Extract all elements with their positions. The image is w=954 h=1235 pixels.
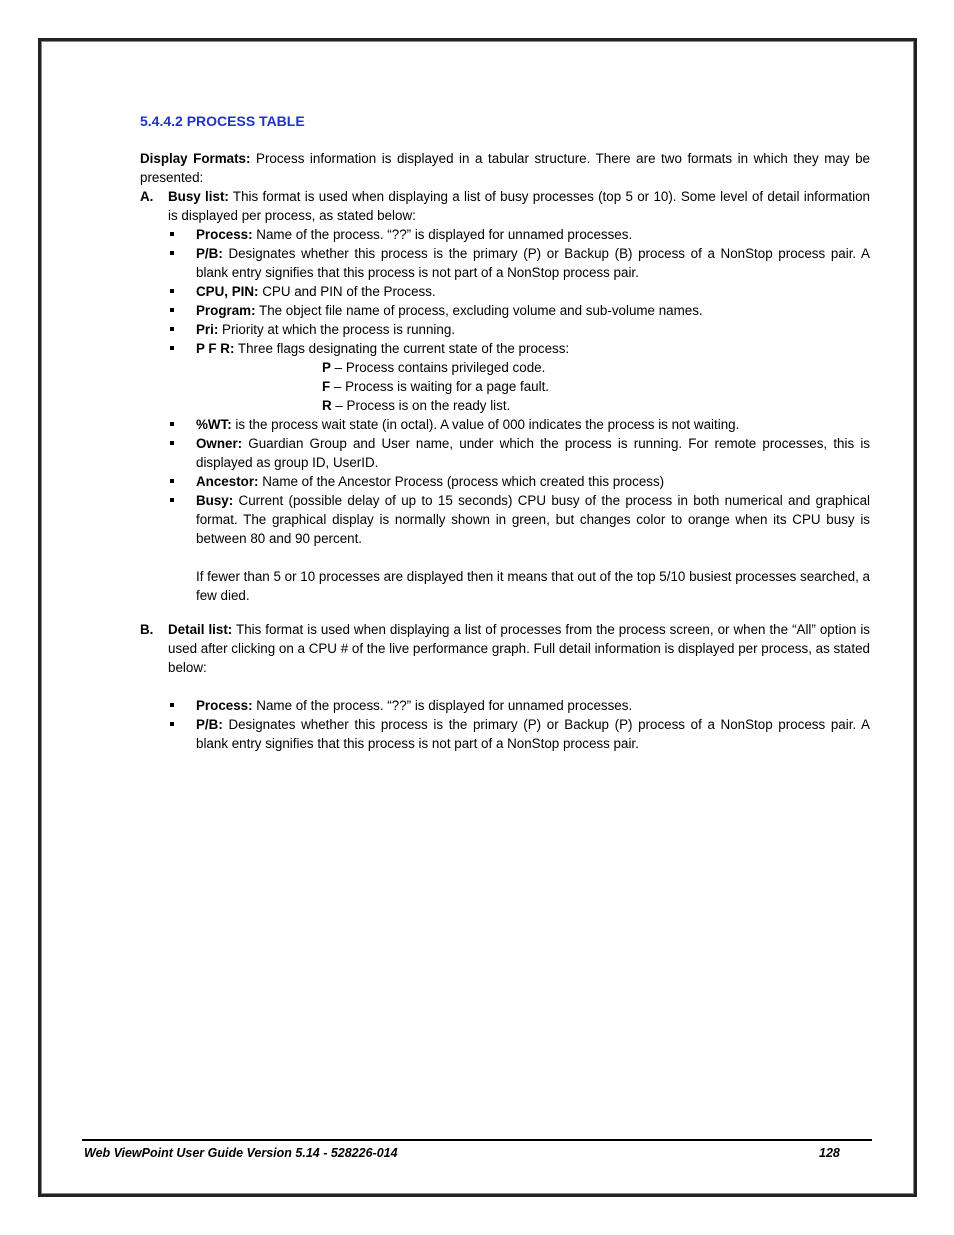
display-formats-paragraph xyxy=(140,149,870,187)
list-item xyxy=(140,301,870,320)
item-text: Name of the Ancestor Process (process which created this process) xyxy=(258,474,665,489)
item-label: CPU, PIN: xyxy=(196,284,259,299)
busy-list-note: If fewer than 5 or 10 processes are displayed then it means that out of the top 5/10 busiest processes searched, a few died. xyxy=(196,569,870,603)
bullet-icon xyxy=(170,327,174,331)
flag-row xyxy=(322,377,870,396)
list-item xyxy=(140,696,870,715)
busy-list-items-continued xyxy=(140,415,870,548)
busy-list-text: This format is used when displaying a list of busy processes (top 5 or 10). Some level of detail information is displayed per process, as stated below: xyxy=(168,189,870,223)
pfr-flags xyxy=(322,358,870,415)
bullet-icon xyxy=(170,479,174,483)
detail-list-items xyxy=(140,696,870,753)
busy-list-marker: A. xyxy=(140,189,154,204)
busy-list-label: Busy list: xyxy=(168,189,229,204)
bullet-icon xyxy=(170,441,174,445)
detail-list-marker: B. xyxy=(140,622,154,637)
flag-letter: F xyxy=(322,379,331,394)
page-footer xyxy=(82,1139,872,1160)
flag-row xyxy=(322,358,870,377)
list-item xyxy=(140,415,870,434)
footer-title: Web ViewPoint User Guide Version 5.14 - 528226-014 xyxy=(84,1146,398,1160)
display-formats-text: Process information is displayed in a tabular structure. There are two formats in which they may be presented: xyxy=(140,151,870,185)
page-number: 128 xyxy=(819,1146,840,1160)
item-label: P/B: xyxy=(196,246,223,261)
detail-list-intro xyxy=(168,620,870,677)
detail-list-section xyxy=(140,620,870,677)
item-label: Process: xyxy=(196,698,253,713)
item-text: The object file name of process, excluding volume and sub-volume names. xyxy=(255,303,703,318)
bullet-icon xyxy=(170,346,174,350)
list-item xyxy=(140,472,870,491)
item-text: is the process wait state (in octal). A value of 000 indicates the process is not waiting. xyxy=(231,417,740,432)
item-text: Guardian Group and User name, under which the process is running. For remote processes, this is displayed as group ID, UserID. xyxy=(196,436,870,470)
detail-list-label: Detail list: xyxy=(168,622,233,637)
flag-letter: P xyxy=(322,360,331,375)
bullet-icon xyxy=(170,722,174,726)
item-text: CPU and PIN of the Process. xyxy=(258,284,436,299)
item-label: %WT: xyxy=(196,417,232,432)
item-text: Name of the process. “??” is displayed for unnamed processes. xyxy=(252,698,633,713)
list-item xyxy=(140,434,870,472)
busy-list-intro xyxy=(168,187,870,225)
bullet-icon xyxy=(170,289,174,293)
bullet-icon xyxy=(170,498,174,502)
bullet-icon xyxy=(170,251,174,255)
flag-text: – Process is on the ready list. xyxy=(331,398,511,413)
item-label: P/B: xyxy=(196,717,223,732)
section-heading: 5.4.4.2 PROCESS TABLE xyxy=(140,113,305,129)
list-item xyxy=(140,491,870,548)
document-body xyxy=(140,112,870,753)
item-text: Name of the process. “??” is displayed for unnamed processes. xyxy=(252,227,633,242)
flag-letter: R xyxy=(322,398,332,413)
bullet-icon xyxy=(170,422,174,426)
detail-list-text: This format is used when displaying a list of processes from the process screen, or when the “All” option is used after clicking on a CPU # of the live performance graph. Full detail information is displayed per process, as stated below: xyxy=(168,622,870,675)
bullet-icon xyxy=(170,703,174,707)
bullet-icon xyxy=(170,232,174,236)
item-label: P F R: xyxy=(196,341,235,356)
list-item xyxy=(140,244,870,282)
item-label: Busy: xyxy=(196,493,234,508)
item-label: Process: xyxy=(196,227,253,242)
bullet-icon xyxy=(170,308,174,312)
flag-text: – Process is waiting for a page fault. xyxy=(330,379,550,394)
item-text: Priority at which the process is running. xyxy=(218,322,455,337)
display-formats-label: Display Formats: xyxy=(140,151,251,166)
list-item xyxy=(140,282,870,301)
list-item xyxy=(140,320,870,339)
item-label: Ancestor: xyxy=(196,474,259,489)
item-label: Pri: xyxy=(196,322,219,337)
item-text: Current (possible delay of up to 15 seconds) CPU busy of the process in both numerical and graphical format. The graphical display is normally shown in green, but changes color to orange when its CPU busy is between 80 and 90 percent. xyxy=(196,493,870,546)
item-label: Owner: xyxy=(196,436,243,451)
list-item xyxy=(140,225,870,244)
flag-row xyxy=(322,396,870,415)
flag-text: – Process contains privileged code. xyxy=(330,360,546,375)
busy-list-section xyxy=(140,187,870,225)
busy-list-items xyxy=(140,225,870,358)
item-text: Designates whether this process is the primary (P) or Backup (P) process of a NonStop process pair. A blank entry signifies that this process is not part of a NonStop process pair. xyxy=(196,717,870,751)
item-text: Designates whether this process is the primary (P) or Backup (B) process of a NonStop process pair. A blank entry signifies that this process is not part of a NonStop process pair. xyxy=(196,246,870,280)
list-item xyxy=(140,339,870,358)
item-label: Program: xyxy=(196,303,256,318)
list-item xyxy=(140,715,870,753)
item-text: Three flags designating the current state of the process: xyxy=(234,341,570,356)
